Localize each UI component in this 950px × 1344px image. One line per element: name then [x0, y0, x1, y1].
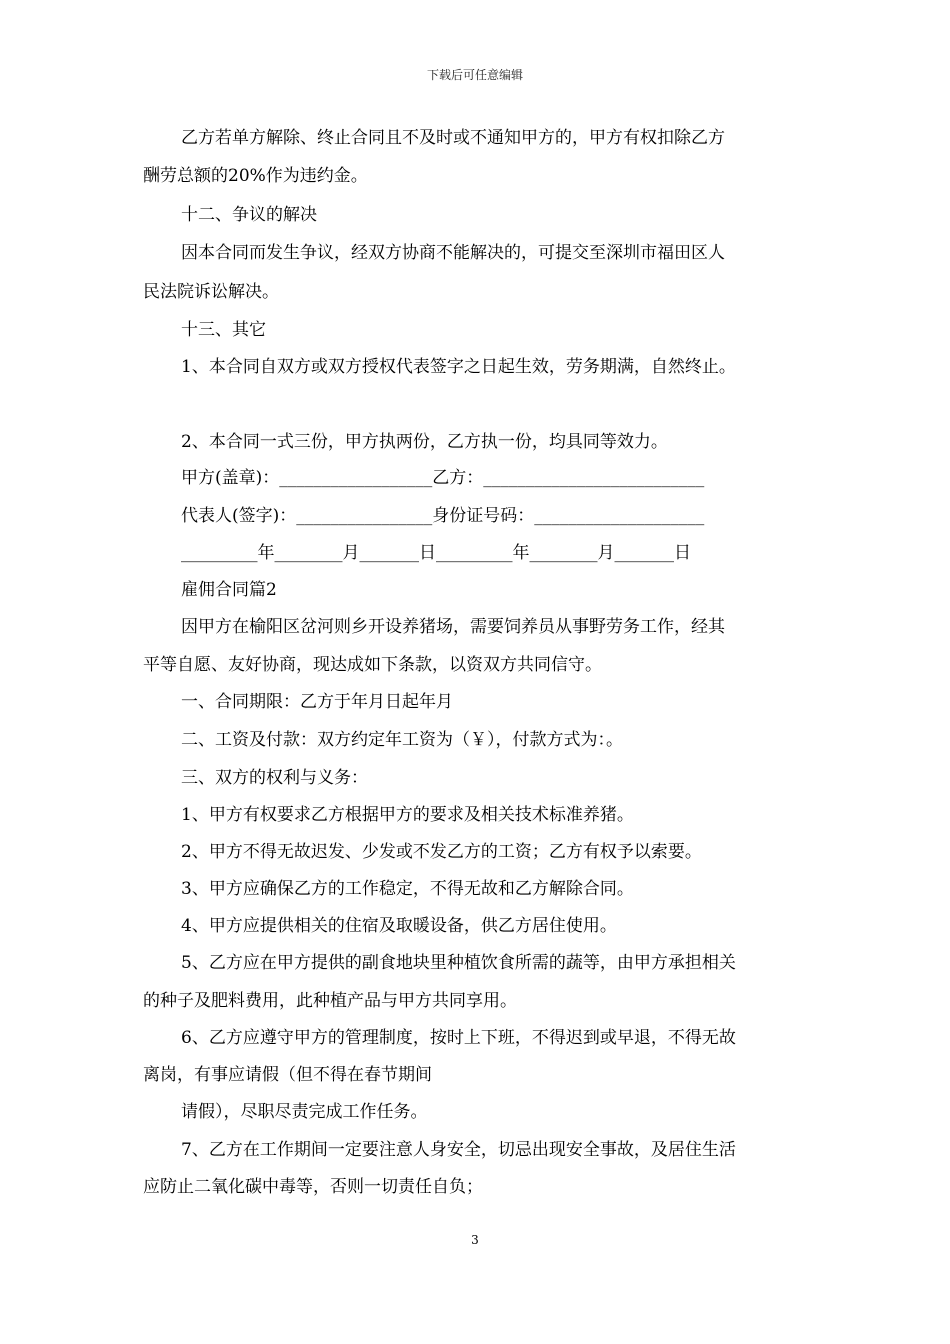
paragraph-line: 6、乙方应遵守甲方的管理制度，按时上下班，不得迟到或早退，不得无故 [181, 1028, 736, 1048]
page-header: 下载后可任意编辑 [426, 68, 523, 82]
section-title: 雇佣合同篇2 [181, 580, 277, 600]
paragraph-line: 7、乙方在工作期间一定要注意人身安全，切忌出现安全事故，及居住生活 [181, 1140, 736, 1160]
paragraph-line: 1、甲方有权要求乙方根据甲方的要求及相关技术标准养猪。 [181, 805, 634, 825]
paragraph-line: 2、甲方不得无故迟发、少发或不发乙方的工资；乙方有权予以索要。 [181, 842, 702, 862]
paragraph-line: 因本合同而发生争议，经双方协商不能解决的，可提交至深圳市福田区人 [181, 243, 725, 263]
section-heading: 十二、争议的解决 [181, 205, 317, 225]
paragraph-line: 一、合同期限：乙方于年月日起年月 [181, 692, 453, 712]
section-heading: 十三、其它 [181, 320, 266, 340]
paragraph-line: 的种子及肥料费用，此种植产品与甲方共同享用。 [143, 991, 517, 1011]
paragraph-line: 酬劳总额的20%作为违约金。 [143, 166, 368, 186]
paragraph-line: 离岗，有事应请假（但不得在春节期间 [143, 1065, 432, 1085]
signature-line-date: _________年________月_______日_________年________月_______日 [181, 543, 691, 563]
signature-line-representative: 代表人(签字)：________________身份证号码：____________________ [181, 506, 705, 526]
paragraph-line: 5、乙方应在甲方提供的副食地块里种植饮食所需的蔬等，由甲方承担相关 [181, 953, 736, 973]
paragraph-line: 请假），尽职尽责完成工作任务。 [181, 1102, 428, 1122]
paragraph-line: 1、本合同自双方或双方授权代表签字之日起生效，劳务期满，自然终止。 [181, 357, 736, 377]
paragraph-line: 平等自愿、友好协商，现达成如下条款，以资双方共同信守。 [143, 655, 602, 675]
paragraph-line: 4、甲方应提供相关的住宿及取暖设备，供乙方居住使用。 [181, 916, 617, 936]
paragraph-line: 因甲方在榆阳区岔河则乡开设养猪场，需要饲养员从事野劳务工作，经其 [181, 617, 725, 637]
paragraph-line: 2、本合同一式三份，甲方执两份，乙方执一份，均具同等效力。 [181, 432, 668, 452]
paragraph-line: 乙方若单方解除、终止合同且不及时或不通知甲方的，甲方有权扣除乙方 [181, 128, 725, 148]
paragraph-line: 二、工资及付款：双方约定年工资为（￥），付款方式为：。 [181, 730, 623, 750]
paragraph-line: 民法院诉讼解决。 [143, 282, 279, 302]
paragraph-line: 应防止二氧化碳中毒等，否则一切责任自负； [143, 1177, 483, 1197]
section-heading: 三、双方的权利与义务： [181, 768, 368, 788]
page-number: 3 [471, 1233, 479, 1247]
signature-line-party: 甲方(盖章)：__________________乙方：__________________________ [181, 468, 705, 488]
paragraph-line: 3、甲方应确保乙方的工作稳定，不得无故和乙方解除合同。 [181, 879, 634, 899]
